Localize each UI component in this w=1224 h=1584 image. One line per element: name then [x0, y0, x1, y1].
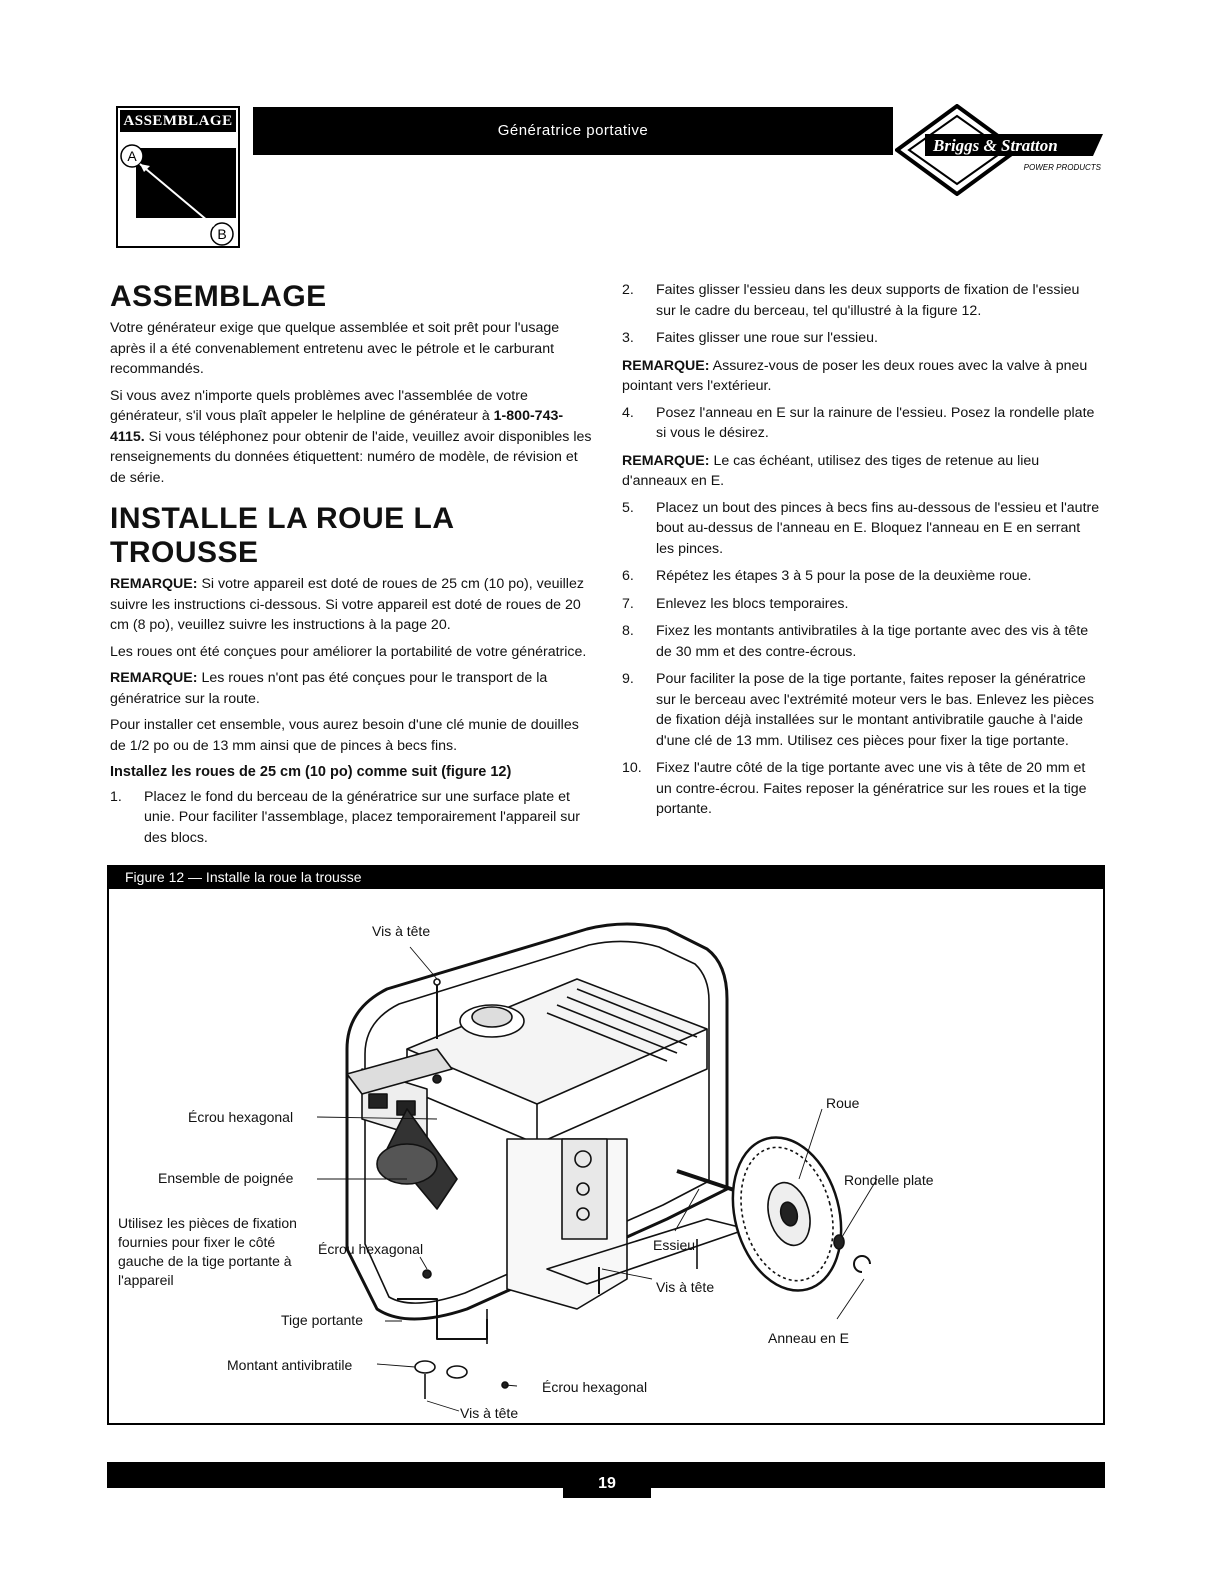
heading-installe: INSTALLE LA ROUE LA TROUSSE — [110, 502, 454, 569]
section-badge — [116, 106, 240, 248]
subheading-steps: Installez les roues de 25 cm (10 po) comme suit (figure 12) — [110, 764, 512, 780]
label-anneau-en-e: Anneau en E — [768, 1330, 849, 1346]
label-rondelle-plate: Rondelle plate — [844, 1172, 934, 1188]
paragraph-portability: Les roues ont été conçues pour améliorer la portabilité de votre génératrice. — [110, 643, 587, 660]
right-column — [622, 280, 1100, 827]
label-ensemble-poignee: Ensemble de poignée — [158, 1170, 294, 1186]
helpline-paragraph: Si vous avez n'importe quels problèmes avec l'assemblée de votre générateur, s'il vous plaît appeler le helpline de générateur à 1-800-743-4115. Si vous téléphonez pour obtenir de l'aide, veuillez avoir disponibles les renseignements du données étiquettent: numéro de modèle, de révision et de série. — [110, 387, 592, 486]
label-montant-antivibratile: Montant antivibratile — [227, 1357, 353, 1373]
logo-brand: Briggs & Stratton — [933, 136, 1058, 155]
label-utilisez-pieces: Utilisez les pièces de fixation fournies pour fixer le côté gauche de la tige portante à l'appareil — [118, 1215, 297, 1288]
step-6: 6. Répétez les étapes 3 à 5 pour la pose de la deuxième roue. — [622, 568, 1032, 584]
left-column — [110, 280, 596, 855]
label-roue: Roue — [826, 1095, 860, 1111]
step-8: 8. Fixez les montants antivibratiles à la tige portante avec des vis à tête de 30 mm et des contre-écrous. — [622, 623, 1089, 660]
label-ecrou-hexagonal-2: Écrou hexagonal — [318, 1241, 424, 1257]
logo-sub: POWER PRODUCTS — [1023, 163, 1101, 172]
badge-letter-a: A — [127, 148, 137, 164]
assembly-icon — [118, 132, 238, 246]
helpline-phone: 1-800-743-4115. — [110, 408, 564, 445]
label-tige-portante: Tige portante — [281, 1312, 363, 1328]
paragraph-tools: Pour installer cet ensemble, vous aurez besoin d'une clé munie de douilles de 1/2 po ou de 13 mm ainsi que de pinces à becs fins. — [110, 717, 579, 754]
brand-logo — [895, 104, 1105, 196]
intro-paragraph: Votre générateur exige que quelque assemblée et soit prêt pour l'usage après il a été convenablement entretenu avec le pétrole et le carburant recommandés. — [110, 320, 560, 377]
label-vis-tete-mid: Vis à tête — [656, 1279, 715, 1295]
step-7: 7. Enlevez les blocs temporaires. — [622, 595, 849, 612]
document-title: Génératrice portative — [253, 107, 893, 155]
label-ecrou-hexagonal-3: Écrou hexagonal — [542, 1379, 648, 1395]
heading-assemblage: ASSEMBLAGE — [110, 280, 327, 313]
note-4: REMARQUE: Le cas échéant, utilisez des tiges de retenue au lieu d'anneaux en E. — [622, 452, 1040, 489]
label-essieu: Essieu — [653, 1237, 696, 1253]
page-number: 19 — [563, 1462, 651, 1498]
generator-illustration — [107, 889, 1105, 1423]
step-4: 4. Posez l'anneau en E sur la rainure de l'essieu. Posez la rondelle plate si vous le désirez. — [622, 404, 1095, 441]
badge-letter-b: B — [217, 226, 227, 242]
note-3: REMARQUE: Assurez-vous de poser les deux roues avec la valve à pneu pointant vers l'extérieur. — [622, 357, 1088, 394]
label-vis-tete-bottom: Vis à tête — [460, 1405, 519, 1421]
note-2: REMARQUE: Les roues n'ont pas été conçues pour le transport de la génératrice sur la route. — [110, 670, 548, 707]
note-1: REMARQUE: Si votre appareil est doté de roues de 25 cm (10 po), veuillez suivre les instructions ci-dessous. Si votre appareil est doté de roues de 20 cm (8 po), veuillez suivre les instructions à la page 20. — [110, 576, 584, 633]
label-vis-tete-top: Vis à tête — [372, 923, 431, 939]
step-3: 3. Faites glisser une roue sur l'essieu. — [622, 330, 878, 346]
step-9: 9. Pour faciliter la pose de la tige portante, faites reposer la génératrice sur le berceau avec l'extrémité moteur vers le bas. Enlevez les pièces de fixation déjà installées sur le montant antivibratile gauche à l'aide d'une clé de 13 mm. Utilisez ces pièces pour fixer la tige portante. — [622, 671, 1094, 749]
step-10: 10. Fixez l'autre côté de la tige portante avec une vis à tête de 20 mm et un contre-écrou. Faites reposer la génératrice sur les roues et la tige portante. — [622, 760, 1087, 817]
step-2: 2. Faites glisser l'essieu dans les deux supports de fixation de l'essieu sur le cadre du berceau, tel qu'illustré à la figure 12. — [622, 282, 1080, 319]
badge-label: ASSEMBLAGE — [120, 110, 236, 132]
step-1: 1. Placez le fond du berceau de la génératrice sur une surface plate et unie. Pour faciliter l'assemblage, placez temporairement l'appareil sur des blocs. — [110, 788, 580, 846]
step-5: 5. Placez un bout des pinces à becs fins au-dessous de l'essieu et l'autre bout au-dessus de l'anneau en E. Bloquez l'anneau en E en serrant les pinces. — [622, 499, 1100, 557]
label-ecrou-hexagonal-1: Écrou hexagonal — [188, 1109, 294, 1125]
figure-title: Figure 12 — Installe la roue la trousse — [107, 865, 1105, 889]
